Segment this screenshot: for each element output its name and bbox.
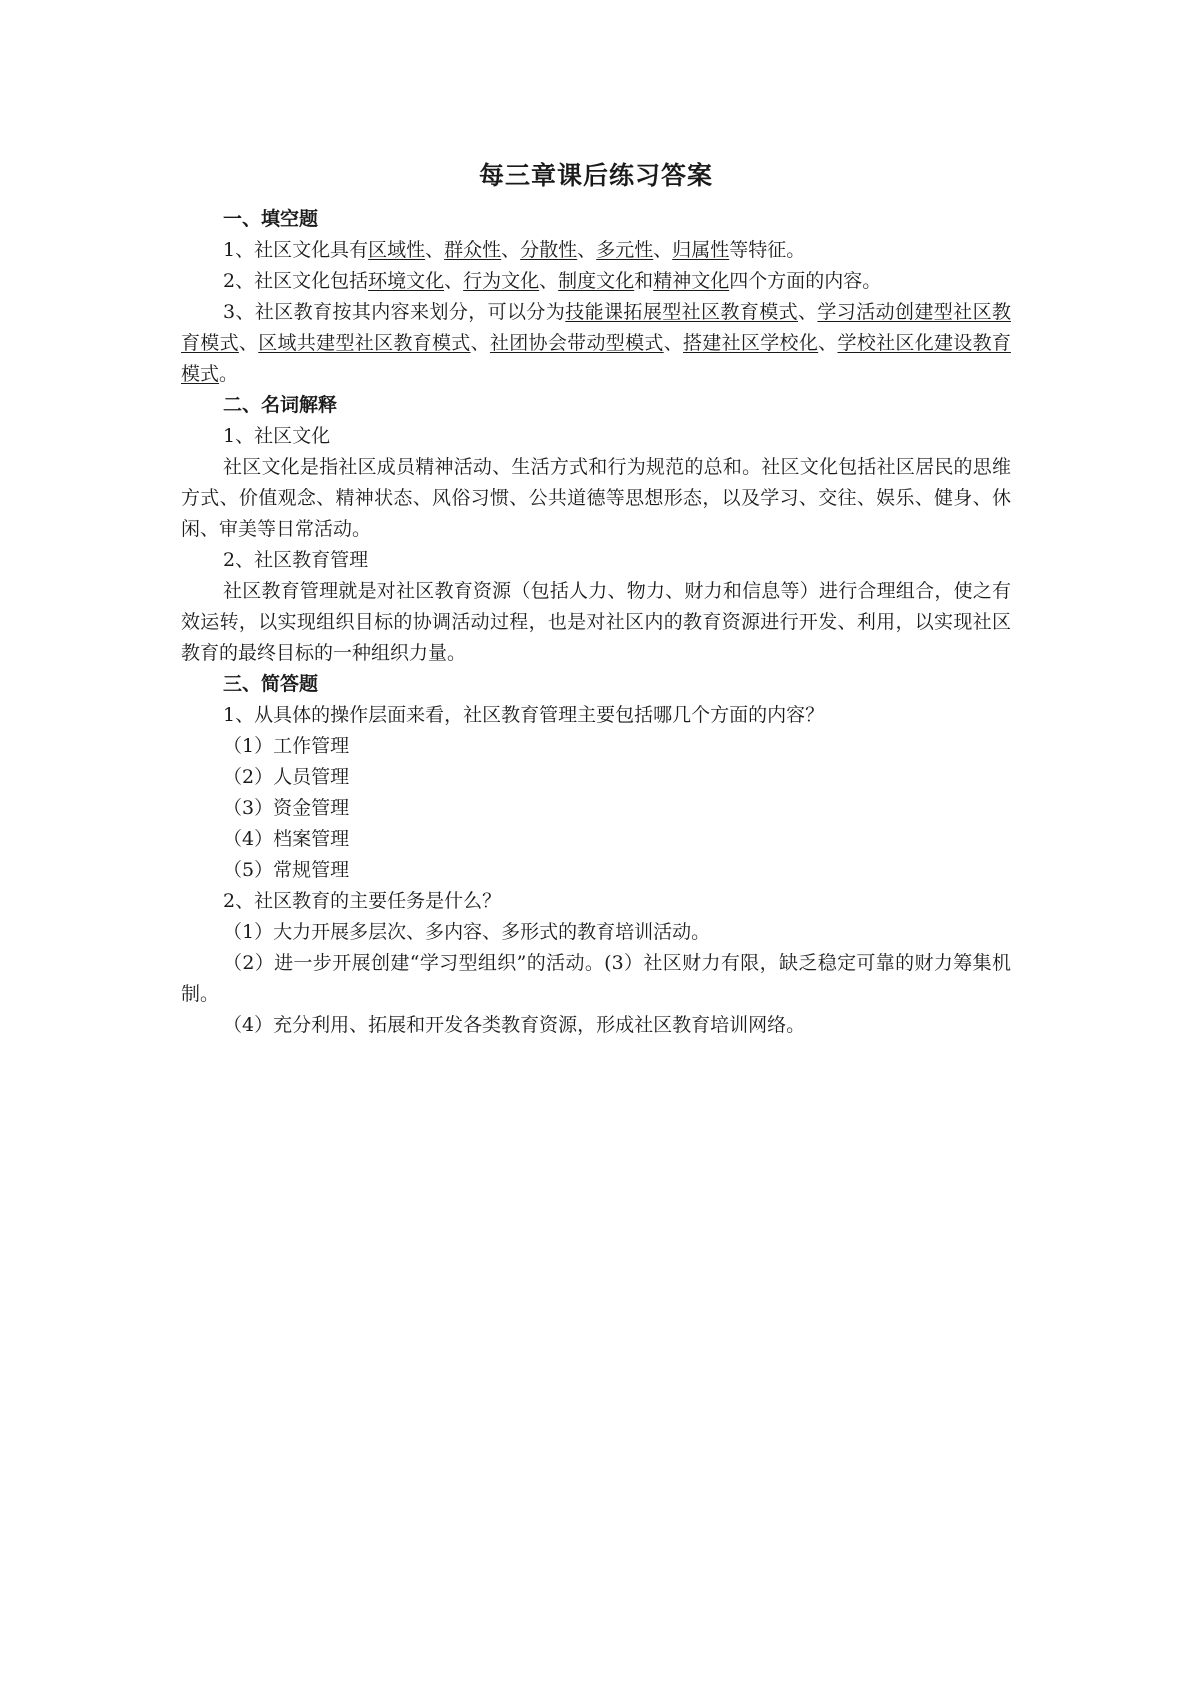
answer-blank: 归属性: [672, 239, 730, 261]
separator: 、: [577, 239, 597, 261]
separator: 、: [501, 239, 521, 261]
fill-in-question-3: [181, 297, 1011, 390]
answer-blank: 学校社区化建设教育模式: [181, 332, 1011, 385]
answer-blank: 环境文化: [368, 270, 445, 292]
term-title: 1、社区文化: [223, 425, 331, 447]
answer-blank: 社团协会带动型模式: [489, 332, 664, 354]
separator: 、: [425, 239, 445, 261]
separator: 、: [539, 270, 559, 292]
term-definition: 社区教育管理就是对社区教育资源（包括人力、物力、财力和信息等）进行合理组合，使之有效运转，以实现组织目标的协调活动过程，也是对社区内的教育资源进行开发、利用，以实现社区教育的最终目标的一种组织力量。: [181, 580, 1011, 664]
separator: 、: [798, 301, 818, 323]
question-text: 。: [219, 363, 239, 385]
separator: 、: [663, 332, 683, 354]
answer-blank: 多元性: [596, 239, 654, 261]
question-text: 等特征。: [729, 239, 806, 261]
answer-item: （4）充分利用、拓展和开发各类教育资源，形成社区教育培训网络。: [223, 1014, 806, 1036]
separator: 和: [634, 270, 654, 292]
answer-blank: 分散性: [520, 239, 578, 261]
section-heading-short-answer: 三、简答题: [223, 673, 319, 695]
answer-item: （2）进一步开展创建“学习型组织”的活动。(3）社区财力有限，缺乏稳定可靠的财力筹集机制。: [181, 952, 1011, 1005]
short-answer-question-1: 1、从具体的操作层面来看，社区教育管理主要包括哪几个方面的内容？: [223, 704, 825, 726]
answer-blank: 区域性: [368, 239, 426, 261]
document-title: 每三章课后练习答案: [478, 161, 713, 190]
answer-blank: 群众性: [444, 239, 502, 261]
term-definition: 社区文化是指社区成员精神活动、生活方式和行为规范的总和。社区文化包括社区居民的思维方式、价值观念、精神状态、风俗习惯、公共道德等思想形态，以及学习、交往、娱乐、健身、休闲、审美等日常活动。: [181, 456, 1011, 540]
answer-item: （1）大力开展多层次、多内容、多形式的教育培训活动。: [223, 921, 711, 943]
answer-item: （4）档案管理: [223, 828, 350, 850]
separator: 、: [238, 332, 259, 354]
answer-blank: 精神文化: [653, 270, 730, 292]
separator: 、: [470, 332, 490, 354]
answer-blank: 行为文化: [463, 270, 540, 292]
answer-blank: 区域共建型社区教育模式: [258, 332, 471, 354]
answer-item: （2）人员管理: [223, 766, 350, 788]
answer-blank: 学习活动创建型社区教育模式: [181, 301, 1011, 354]
fill-in-question-1: [181, 235, 1011, 266]
section-heading-definitions: 二、名词解释: [223, 394, 338, 416]
answer-blank: 制度文化: [558, 270, 635, 292]
question-text: 2、社区文化包括: [223, 270, 369, 292]
question-text: 3、社区教育按其内容来划分，可以分为: [223, 301, 566, 323]
question-text: 四个方面的内容。: [729, 270, 882, 292]
question-text: 1、社区文化具有: [223, 239, 369, 261]
answer-blank: 技能课拓展型社区教育模式: [565, 301, 798, 323]
document-page: [181, 150, 1011, 1041]
answer-item: （5）常规管理: [223, 859, 350, 881]
separator: 、: [444, 270, 464, 292]
separator: 、: [818, 332, 838, 354]
short-answer-question-2: 2、社区教育的主要任务是什么？: [223, 890, 502, 912]
answer-item: （3）资金管理: [223, 797, 350, 819]
section-heading-fill-in: 一、填空题: [223, 208, 319, 230]
answer-item: （1）工作管理: [223, 735, 350, 757]
fill-in-question-2: [181, 266, 1011, 297]
separator: 、: [653, 239, 673, 261]
answer-blank: 搭建社区学校化: [683, 332, 819, 354]
term-title: 2、社区教育管理: [223, 549, 369, 571]
